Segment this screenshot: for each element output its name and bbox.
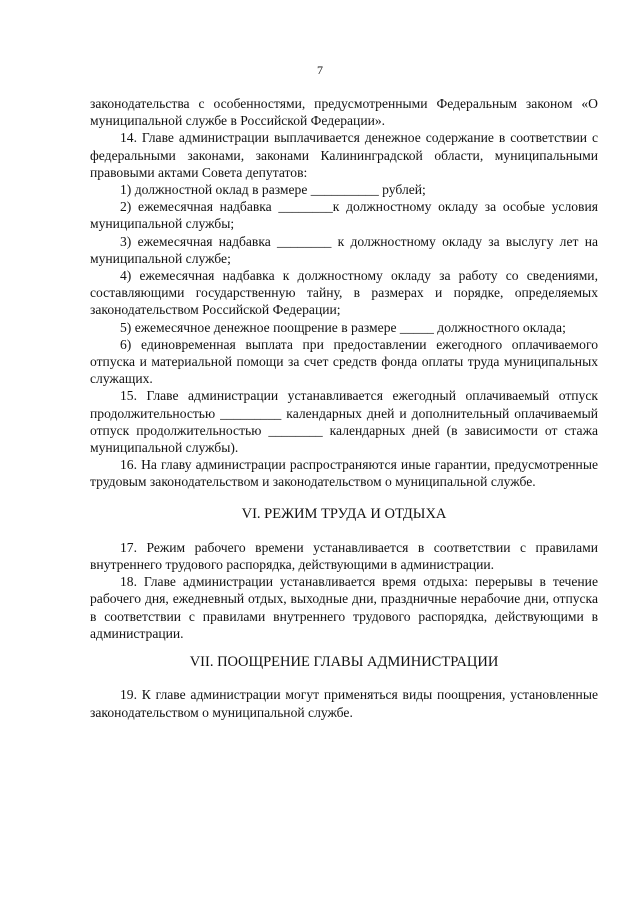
list-item-1: 1) должностной оклад в размере __________ рублей; — [120, 182, 426, 198]
section-7-title: VII. ПООЩРЕНИЕ ГЛАВЫ АДМИНИСТРАЦИИ — [189, 654, 499, 671]
document-body — [90, 95, 598, 721]
paragraph-19: 19. К главе администрации могут применяться виды поощрения, установленные законодательством о муниципальной службе. — [90, 687, 598, 720]
paragraph-18: 18. Главе администрации устанавливается время отдыха: перерывы в течение рабочего дня, ежедневный отдых, выходные дни, праздничные нерабочие дни, отпуска в соответствии с правилами внутреннего трудового распорядка, действующими в администрации. — [90, 574, 598, 641]
list-item-6: 6) единовременная выплата при предоставлении ежегодного оплачиваемого отпуска и материальной помощи за счет средств фонда оплаты труда муниципальных служащих. — [90, 336, 598, 387]
paragraph-16: 16. На главу администрации распространяются иные гарантии, предусмотренные трудовым законодательством и законодательством о муниципальной службе. — [90, 457, 598, 490]
page-number: 7 — [317, 63, 323, 77]
list-item-2: 2) ежемесячная надбавка ________к должностному окладу за особые условия муниципальной службы; — [90, 199, 598, 232]
list-item-3: 3) ежемесячная надбавка ________ к должностному окладу за выслугу лет на муниципальной службе; — [90, 233, 598, 266]
list-item-4: 4) ежемесячная надбавка к должностному окладу за работу со сведениями, составляющими государственную тайну, в размерах и порядке, определяемых законодательством Российской Федерации; — [90, 268, 598, 318]
paragraph-continuation: законодательства с особенностями, предусмотренными Федеральным законом «О муниципальной службе в Российской Федерации». — [90, 96, 598, 129]
section-6-title: VI. РЕЖИМ ТРУДА И ОТДЫХА — [241, 505, 447, 522]
list-item-5: 5) ежемесячное денежное поощрение в размере _____ должностного оклада; — [120, 319, 566, 335]
paragraph-17: 17. Режим рабочего времени устанавливается в соответствии с правилами внутреннего трудового распорядка, действующими в администрации. — [90, 539, 598, 573]
paragraph-15: 15. Главе администрации устанавливается ежегодный оплачиваемый отпуск продолжительностью _________ календарных дней и дополнительный оплачиваемый отпуск продолжительностью ________ календарных дней (в зависимости от стажа муниципальной службы). — [90, 388, 598, 456]
paragraph-14: 14. Главе администрации выплачивается денежное содержание в соответствии с федеральными законами, законами Калининградской области, муниципальными правовыми актами Совета депутатов: — [90, 130, 598, 180]
